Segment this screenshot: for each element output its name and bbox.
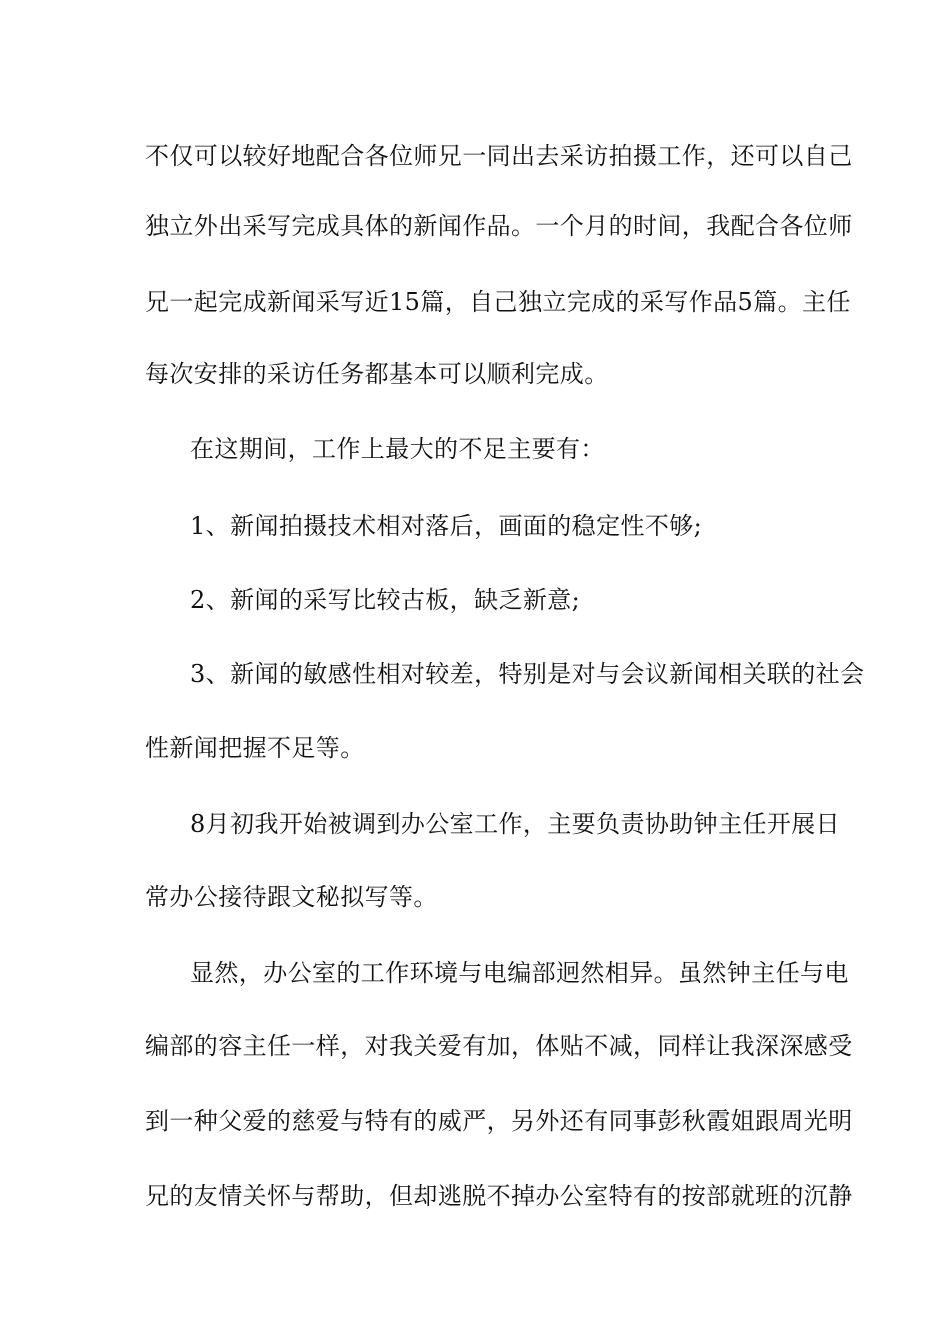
text-line: 常办公接待跟文秘拟写等。 [145,883,438,911]
paragraph-first-line: 8月初我开始被调到办公室工作，主要负责协助钟主任开展日 [190,810,841,838]
list-item: 2、新闻的采写比较古板，缺乏新意; [190,586,581,614]
list-item: 3、新闻的敏感性相对较差，特别是对与会议新闻相关联的社会 [190,660,865,688]
paragraph-first-line: 在这期间，工作上最大的不足主要有： [190,435,605,463]
text-line: 兄的友情关怀与帮助，但却逃脱不掉办公室特有的按部就班的沉静 [145,1182,853,1210]
text-line: 每次安排的采访任务都基本可以顺利完成。 [145,360,609,388]
text-line: 到一种父爱的慈爱与特有的威严，另外还有同事彭秋霞姐跟周光明 [145,1107,853,1135]
text-line: 不仅可以较好地配合各位师兄一同出去采访拍摄工作，还可以自己 [145,142,853,170]
text-line: 编部的容主任一样，对我关爱有加，体贴不减，同样让我深深感受 [145,1032,853,1060]
list-item: 1、新闻拍摄技术相对落后，画面的稳定性不够; [190,512,703,540]
text-line: 兄一起完成新闻采写近15篇，自己独立完成的采写作品5篇。主任 [145,288,851,316]
paragraph-first-line: 显然，办公室的工作环境与电编部迥然相异。虽然钟主任与电 [190,959,849,987]
text-line: 性新闻把握不足等。 [145,734,365,762]
text-line: 独立外出采写完成具体的新闻作品。一个月的时间，我配合各位师 [145,212,853,240]
